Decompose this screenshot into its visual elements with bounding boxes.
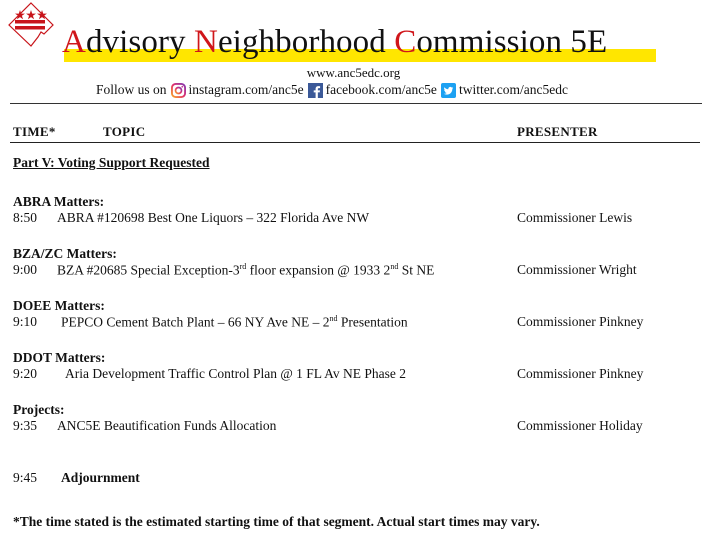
facebook-icon[interactable]: [308, 83, 323, 98]
agenda-presenter: Commissioner Pinkney: [517, 366, 644, 381]
agenda-presenter: Commissioner Wright: [517, 262, 637, 277]
agenda-topic: ANC5E Beautification Funds Allocation: [57, 418, 277, 433]
agenda-time: 9:10: [13, 314, 38, 329]
title-part: N: [194, 24, 218, 60]
topic-text: Presentation: [337, 314, 408, 330]
agenda-topic: [57, 262, 434, 279]
agenda-time: 9:00: [13, 262, 38, 277]
agenda-topic: ABRA #120698 Best One Liquors – 322 Florida Ave NW: [57, 210, 370, 225]
twitter-link[interactable]: twitter.com/anc5edc: [458, 82, 569, 97]
header-divider: [10, 103, 702, 104]
column-header-divider: [10, 142, 700, 143]
agenda-presenter: Commissioner Lewis: [517, 210, 633, 225]
title-part: A: [62, 24, 86, 60]
instagram-icon[interactable]: [171, 83, 186, 98]
ordinal-suffix: rd: [239, 262, 247, 271]
section-heading: DDOT Matters:: [13, 350, 106, 365]
agenda-time: 9:20: [13, 366, 38, 381]
footnote: *The time stated is the estimated starting time of that segment. Actual start times may vary.: [13, 514, 540, 529]
title-part: dvisory: [85, 24, 194, 60]
twitter-icon[interactable]: [441, 83, 456, 98]
section-heading: Projects:: [13, 402, 65, 417]
part-heading: Part V: Voting Support Requested: [13, 155, 210, 170]
instagram-link[interactable]: instagram.com/anc5e: [188, 82, 304, 97]
follow-label: Follow us on: [96, 82, 167, 97]
topic-text: BZA #20685 Special Exception-3: [57, 262, 240, 278]
title-block: [62, 22, 607, 64]
agenda-time: 8:50: [13, 210, 38, 225]
agenda-topic: Aria Development Traffic Control Plan @ 1 FL Av NE Phase 2: [65, 366, 407, 381]
page-title: [62, 22, 607, 62]
social-links: [96, 82, 568, 98]
title-part: eighborhood: [217, 24, 395, 60]
title-part: C: [394, 24, 417, 60]
adjournment-label: Adjournment: [61, 470, 140, 485]
agenda-time: 9:35: [13, 418, 38, 433]
title-part: ommission 5E: [416, 24, 608, 60]
website-url[interactable]: www.anc5edc.org: [306, 65, 401, 80]
facebook-link[interactable]: facebook.com/anc5e: [325, 82, 437, 97]
column-header-time: TIME*: [13, 124, 56, 139]
topic-text: floor expansion @ 1933 2: [246, 262, 391, 278]
ordinal-suffix: nd: [329, 314, 338, 323]
adjournment-time: 9:45: [13, 470, 38, 485]
section-heading: ABRA Matters:: [13, 194, 105, 209]
ordinal-suffix: nd: [390, 262, 399, 271]
column-header-topic: TOPIC: [103, 124, 146, 139]
agenda-presenter: Commissioner Holiday: [517, 418, 643, 433]
topic-text: PEPCO Cement Batch Plant – 66 NY Ave NE – 2: [61, 314, 330, 330]
agenda-presenter: Commissioner Pinkney: [517, 314, 644, 329]
agenda-topic: [61, 314, 408, 331]
section-heading: DOEE Matters:: [13, 298, 105, 313]
column-header-presenter: PRESENTER: [517, 124, 598, 139]
topic-text: St NE: [398, 262, 435, 278]
section-heading: BZA/ZC Matters:: [13, 246, 117, 261]
dc-flag-map-icon: [8, 2, 54, 48]
